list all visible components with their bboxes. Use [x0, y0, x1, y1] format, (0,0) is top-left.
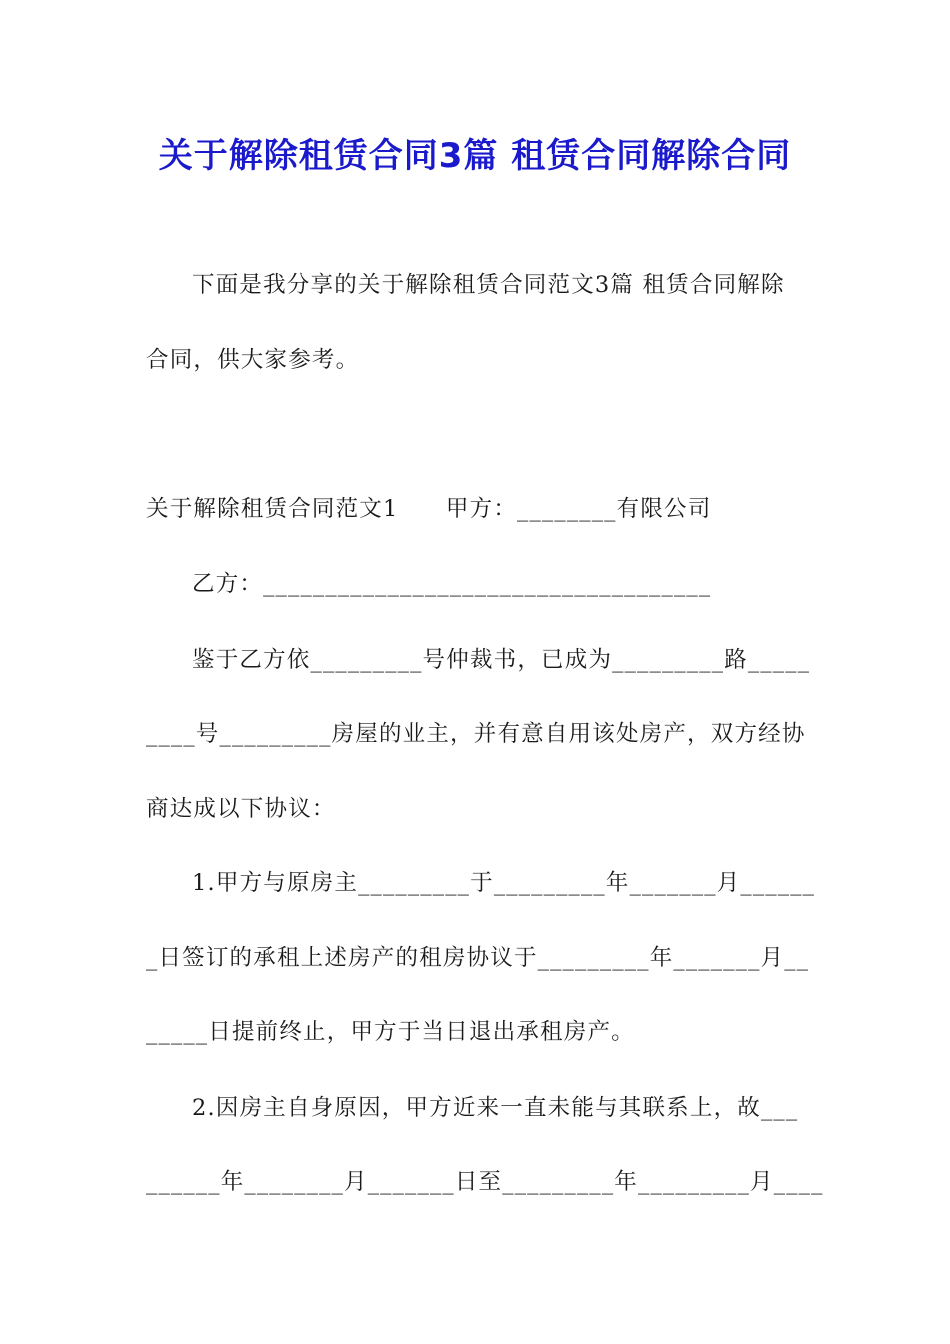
intro-line-1: 下面是我分享的关于解除租赁合同范文3篇 租赁合同解除	[192, 272, 785, 298]
sample-heading-line: 关于解除租赁合同范文1 甲方：________有限公司	[146, 496, 712, 522]
paragraph-line: 商达成以下协议：	[146, 796, 336, 822]
clause-2-line: 2.因房主自身原因，甲方近来一直未能与其联系上，故___	[192, 1095, 799, 1121]
party-b-line: 乙方：____________________________________	[192, 571, 712, 597]
intro-line-2: 合同，供大家参考。	[146, 347, 360, 373]
paragraph-line: 鉴于乙方依_________号仲裁书，已成为_________路_____	[192, 647, 811, 673]
document-title: 关于解除租赁合同3篇 租赁合同解除合同	[158, 136, 792, 176]
clause-1-line: _日签订的承租上述房产的租房协议于_________年_______月__	[146, 945, 810, 971]
clause-2-line: ______年________月_______日至_________年_________月____	[146, 1169, 824, 1195]
clause-1-line: 1.甲方与原房主_________于_________年_______月______	[192, 870, 816, 896]
paragraph-line: ____号_________房屋的业主，并有意自用该处房产，双方经协	[146, 721, 806, 747]
clause-1-line: _____日提前终止，甲方于当日退出承租房产。	[146, 1019, 635, 1045]
